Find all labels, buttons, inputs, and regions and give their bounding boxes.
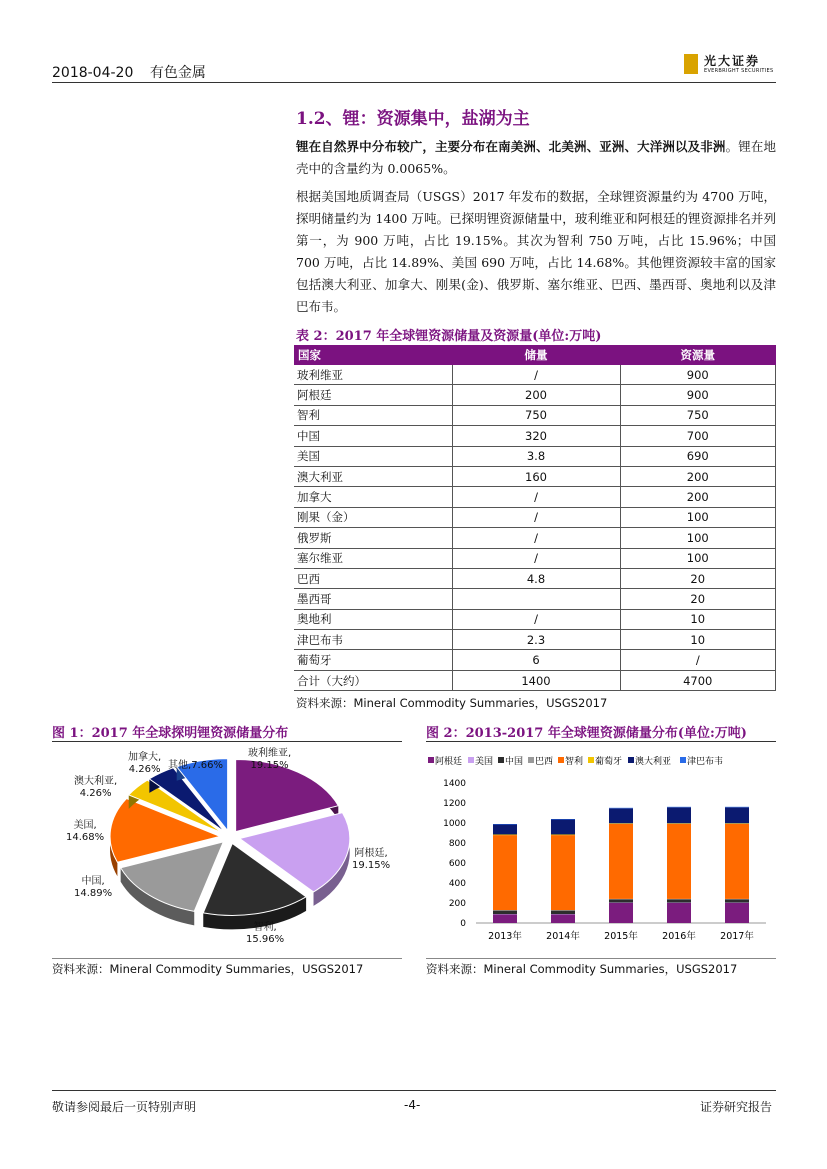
bar-segment (609, 808, 633, 823)
page-number: -4- (404, 1098, 421, 1112)
pie-label-name: 其他, (168, 760, 192, 771)
pie-label-name: 玻利维亚, (248, 748, 292, 759)
cell-resource: 20 (620, 568, 776, 588)
cell-country: 葡萄牙 (294, 650, 452, 670)
table-header-row (294, 345, 776, 365)
bar-segment (725, 807, 749, 823)
pie-label (74, 876, 112, 900)
pie-label (352, 848, 390, 872)
report-sector: 有色金属 (149, 65, 206, 81)
table-row (294, 466, 776, 486)
bar-segment (725, 903, 749, 923)
cell-country: 津巴布韦 (294, 630, 452, 650)
footer-disclaimer: 敬请参阅最后一页特别声明 (52, 1100, 197, 1114)
logo-cn-text: 光大证券 (704, 54, 761, 68)
report-date: 2018-04-20 (52, 65, 134, 81)
legend-swatch (428, 757, 434, 763)
pie-label (128, 752, 161, 776)
pie-label-value: 7.66% (191, 760, 223, 771)
logo-icon (684, 54, 698, 74)
y-tick-label: 800 (448, 839, 466, 849)
table-row (294, 630, 776, 650)
cell-reserve: 1400 (452, 670, 620, 690)
col-header-reserve: 储量 (452, 345, 620, 365)
stacked-bar-chart (426, 745, 776, 955)
table-row (294, 426, 776, 446)
table-row (294, 589, 776, 609)
footer-report-type: 证券研究报告 (700, 1100, 773, 1114)
legend-swatch (468, 757, 474, 763)
pie-label (66, 820, 104, 844)
bar-segment (609, 808, 633, 809)
cell-country: 墨西哥 (294, 589, 452, 609)
legend-label: 智利 (565, 757, 584, 767)
cell-reserve: 200 (452, 385, 620, 405)
cell-resource: 700 (620, 426, 776, 446)
cell-resource: 100 (620, 507, 776, 527)
cell-resource: 100 (620, 548, 776, 568)
table-row (294, 507, 776, 527)
figure-2-title: 图 2：2013-2017 年全球锂资源储量分布(单位:万吨) (426, 726, 747, 741)
cell-reserve (452, 589, 620, 609)
bar-segment (493, 825, 517, 835)
cell-resource: 690 (620, 446, 776, 466)
table-row (294, 650, 776, 670)
bar-segment (667, 903, 691, 923)
bar-segment (667, 807, 691, 823)
section-title: 1.2、锂：资源集中，盐湖为主 (296, 109, 530, 129)
figure-2-divider (426, 741, 776, 742)
col-header-country: 国家 (294, 345, 452, 365)
y-tick-label: 1400 (443, 779, 466, 789)
pie-label (168, 760, 223, 772)
x-tick-label: 2016年 (662, 931, 696, 942)
company-logo (684, 52, 779, 78)
cell-resource: / (620, 650, 776, 670)
bar-segment (493, 835, 517, 836)
table-row (294, 568, 776, 588)
legend-swatch (528, 757, 534, 763)
legend-swatch (558, 757, 564, 763)
pie-label (74, 776, 117, 800)
figure-1-bottom-divider (52, 958, 402, 959)
bar-segment (725, 899, 749, 902)
footer-divider (52, 1090, 776, 1091)
table-row (294, 487, 776, 507)
y-tick-label: 0 (460, 919, 466, 929)
figure-1-divider (52, 741, 402, 742)
paragraph-1-rest: 。锂在地壳中的含量约为 0.0065%。 (296, 139, 776, 176)
legend-swatch (588, 757, 594, 763)
header-divider (52, 82, 776, 83)
col-header-resource: 资源量 (620, 345, 776, 365)
table-row (294, 670, 776, 690)
cell-country: 合计（大约） (294, 670, 452, 690)
y-tick-label: 1000 (443, 819, 466, 829)
pie-label-value: 14.68% (66, 832, 105, 843)
table-row (294, 609, 776, 629)
cell-country: 澳大利亚 (294, 466, 452, 486)
pie-label-value: 15.96% (246, 934, 285, 945)
bar-segment (667, 899, 691, 902)
legend-label: 美国 (475, 757, 494, 767)
y-tick-label: 1200 (443, 799, 466, 809)
cell-resource: 900 (620, 385, 776, 405)
pie-label-name: 智利, (253, 922, 277, 933)
bar-segment (551, 915, 575, 924)
cell-resource: 200 (620, 466, 776, 486)
bar-segment (609, 903, 633, 923)
pie-label-name: 澳大利亚, (74, 776, 118, 787)
cell-resource: 10 (620, 609, 776, 629)
cell-resource: 100 (620, 528, 776, 548)
bar-segment (551, 835, 575, 836)
cell-resource: 900 (620, 365, 776, 385)
bar-segment (551, 910, 575, 911)
cell-country: 俄罗斯 (294, 528, 452, 548)
cell-reserve: / (452, 609, 620, 629)
bar-segment (551, 911, 575, 915)
figure-2-source: 资料来源：Mineral Commodity Summaries，USGS2017 (426, 962, 738, 976)
cell-country: 刚果（金） (294, 507, 452, 527)
cell-resource: 20 (620, 589, 776, 609)
bar-segment (667, 807, 691, 808)
table-row (294, 365, 776, 385)
cell-reserve: 2.3 (452, 630, 620, 650)
bar-segment (725, 807, 749, 808)
paragraph-1 (296, 136, 776, 180)
pie-label-name: 阿根廷, (354, 848, 388, 859)
cell-country: 塞尔维亚 (294, 548, 452, 568)
cell-resource: 750 (620, 405, 776, 425)
bar-segment (493, 824, 517, 825)
figure-1-title: 图 1：2017 年全球探明锂资源储量分布 (52, 726, 289, 741)
bar-segment (667, 823, 691, 824)
cell-country: 阿根廷 (294, 385, 452, 405)
cell-reserve: / (452, 548, 620, 568)
table-row (294, 528, 776, 548)
table-row (294, 385, 776, 405)
bar-segment (725, 824, 749, 899)
x-tick-label: 2014年 (546, 931, 580, 942)
bar-segment (551, 819, 575, 820)
x-tick-label: 2013年 (488, 931, 522, 942)
legend-swatch (628, 757, 634, 763)
bar-segment (493, 835, 517, 910)
bar-segment (609, 823, 633, 824)
legend-swatch (680, 757, 686, 763)
cell-reserve: 160 (452, 466, 620, 486)
legend-label: 巴西 (535, 757, 554, 767)
bar-segment (609, 824, 633, 899)
bar-segment (609, 899, 633, 900)
bar-segment (493, 915, 517, 924)
cell-country: 玻利维亚 (294, 365, 452, 385)
table-title: 表 2：2017 年全球锂资源储量及资源量(单位:万吨) (296, 329, 602, 344)
legend-label: 葡萄牙 (595, 757, 623, 767)
table-row (294, 548, 776, 568)
pie-label-value: 14.89% (74, 888, 113, 899)
table-row (294, 446, 776, 466)
cell-reserve: 320 (452, 426, 620, 446)
cell-reserve: / (452, 507, 620, 527)
cell-country: 美国 (294, 446, 452, 466)
legend-swatch (498, 757, 504, 763)
legend-label: 中国 (505, 757, 524, 767)
pie-label (246, 922, 284, 946)
cell-resource: 10 (620, 630, 776, 650)
figure-2-bottom-divider (426, 958, 776, 959)
cell-resource: 4700 (620, 670, 776, 690)
cell-reserve: / (452, 487, 620, 507)
logo-en-text: EVERBRIGHT SECURITIES (704, 68, 774, 74)
bar-segment (667, 824, 691, 899)
figure-1-source: 资料来源：Mineral Commodity Summaries，USGS2017 (52, 962, 364, 976)
cell-reserve: 4.8 (452, 568, 620, 588)
cell-country: 中国 (294, 426, 452, 446)
x-tick-label: 2015年 (604, 931, 638, 942)
table-source: 资料来源：Mineral Commodity Summaries，USGS2017 (296, 696, 608, 710)
bar-segment (609, 899, 633, 902)
pie-label-value: 4.26% (128, 764, 161, 775)
cell-country: 智利 (294, 405, 452, 425)
y-tick-label: 200 (448, 899, 466, 909)
cell-reserve: / (452, 365, 620, 385)
legend-label: 阿根廷 (435, 757, 463, 767)
bar-segment (551, 820, 575, 835)
legend-label: 澳大利亚 (635, 757, 672, 767)
resource-table (294, 345, 776, 691)
pie-label-value: 19.15% (352, 860, 391, 871)
cell-resource: 200 (620, 487, 776, 507)
cell-reserve: 750 (452, 405, 620, 425)
bar-segment (725, 823, 749, 824)
pie-label-value: 19.15% (250, 760, 289, 771)
legend-label: 津巴布韦 (687, 757, 724, 767)
bar-segment (551, 835, 575, 910)
y-tick-label: 400 (448, 879, 466, 889)
bar-segment (667, 899, 691, 900)
cell-reserve: 3.8 (452, 446, 620, 466)
bar-segment (493, 911, 517, 915)
cell-country: 加拿大 (294, 487, 452, 507)
cell-reserve: 6 (452, 650, 620, 670)
pie-label-name: 中国, (81, 876, 105, 887)
y-tick-label: 600 (448, 859, 466, 869)
cell-reserve: / (452, 528, 620, 548)
pie-label-name: 美国, (73, 820, 97, 831)
x-tick-label: 2017年 (720, 931, 754, 942)
pie-label-value: 4.26% (79, 788, 112, 799)
paragraph-2: 根据美国地质调查局（USGS）2017 年发布的数据，全球锂资源量约为 4700 万吨，探明储量约为 1400 万吨。已探明锂资源储量中，玻利维亚和阿根廷的锂资源排名并列第一，为 900 万吨，占比 19.15%。其次为智利 750 万吨，占比 15.96%；中国 700 万吨，占比 14.89%、美国 690 万吨，占比 14.68%。其他锂资源较丰富的国家包括澳大利亚、加拿大、刚果(金)、俄罗斯、塞尔维亚、巴西、墨西哥、奥地利以及津巴布韦。 (296, 189, 776, 314)
bar-segment (725, 899, 749, 900)
pie-label-name: 加拿大, (128, 752, 162, 763)
page-header (52, 62, 218, 82)
table-row (294, 405, 776, 425)
cell-country: 巴西 (294, 568, 452, 588)
paragraph-1-bold: 锂在自然界中分布较广，主要分布在南美洲、北美洲、亚洲、大洋洲以及非洲 (296, 139, 726, 154)
bar-segment (493, 910, 517, 911)
pie-label (248, 748, 291, 772)
cell-country: 奥地利 (294, 609, 452, 629)
